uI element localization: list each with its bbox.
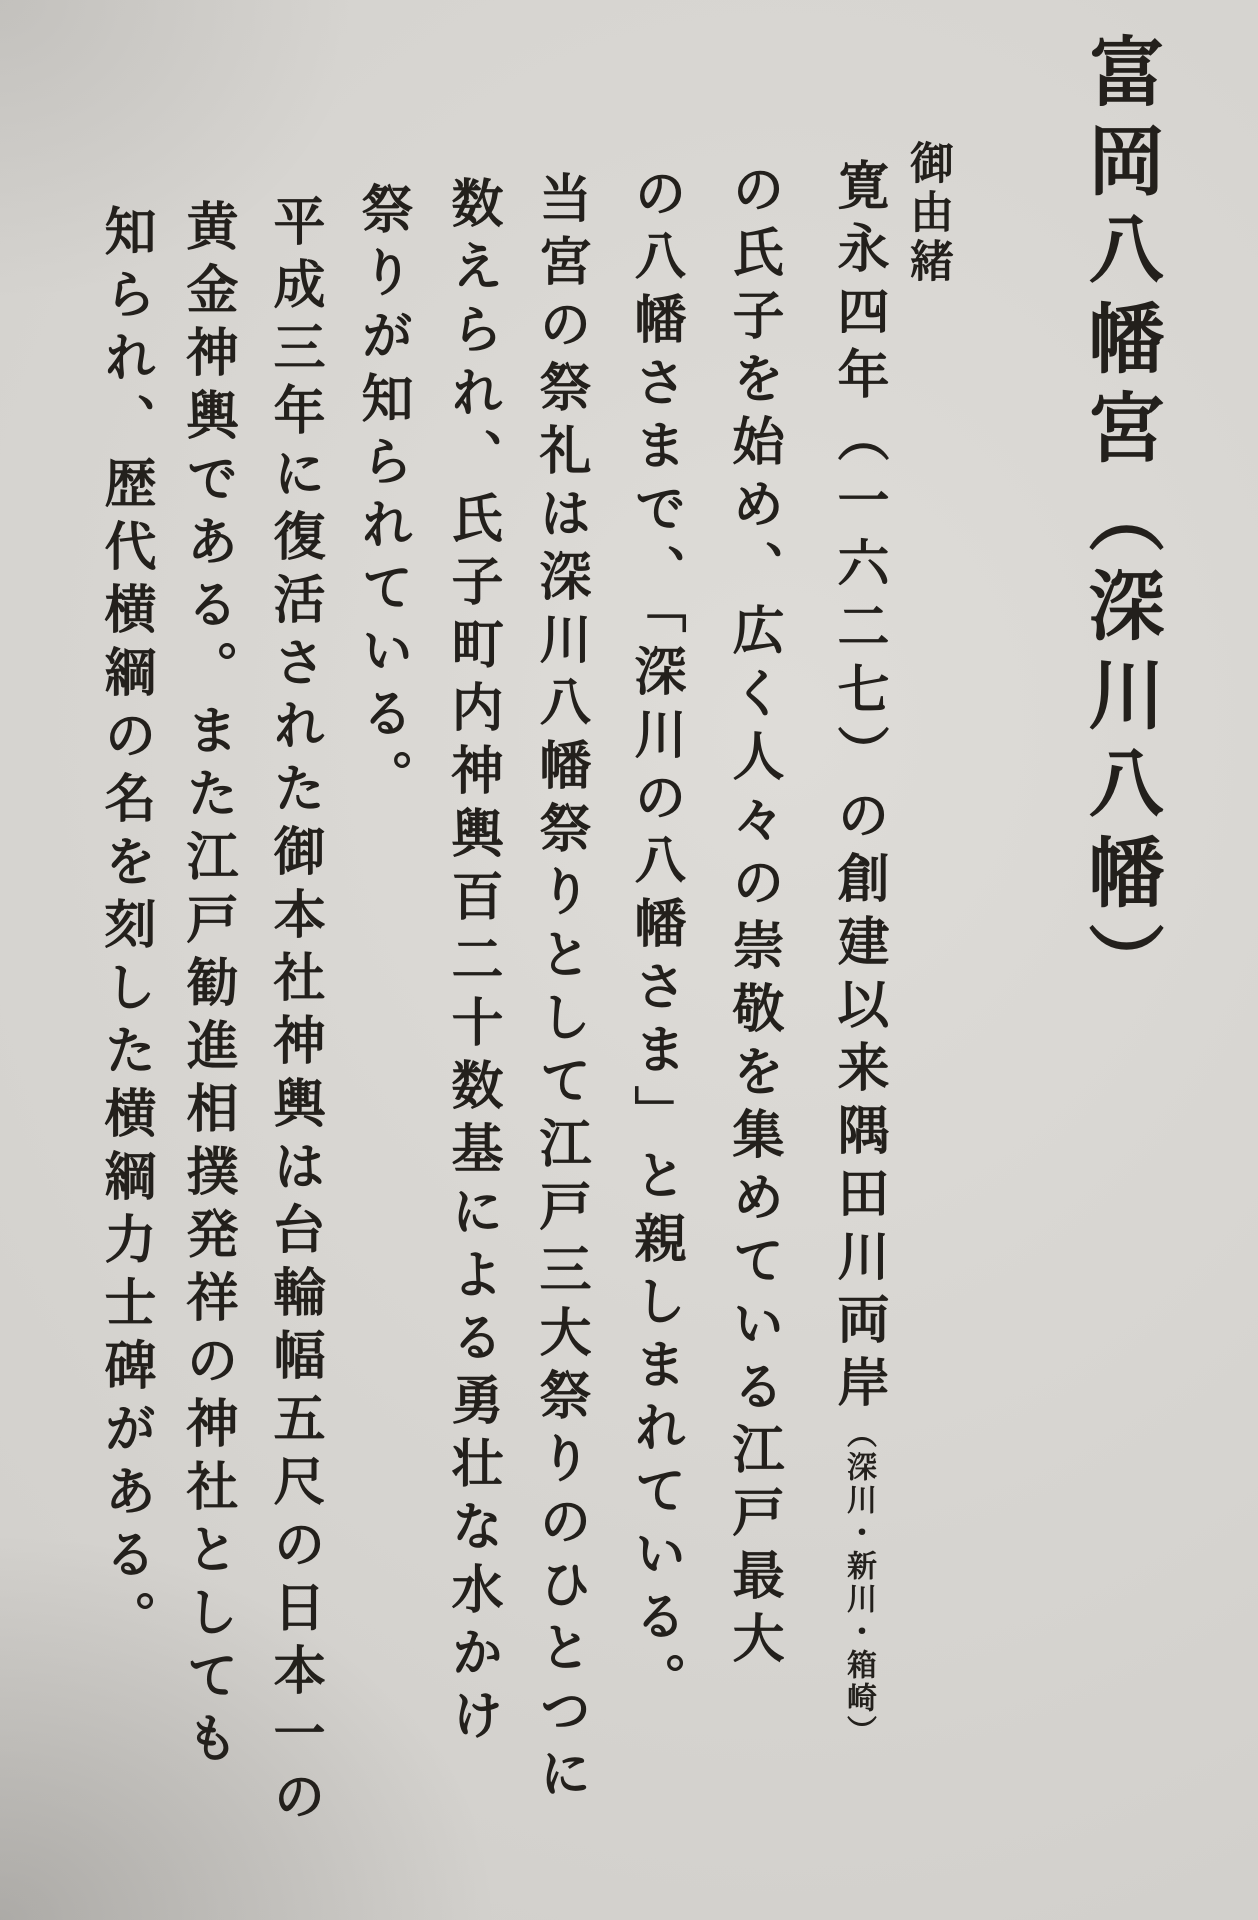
text-column-1-main: 寛永四年（一六二七）の創建以来隅田川両岸 [828,158,889,1418]
text-column-9: 知られ、歴代横綱の名を刻した横綱力士碑がある。 [95,204,156,1653]
text-column-7: 平成三年に復活された御本社神輿は台輪幅五尺の日本一の [264,194,325,1832]
text-column-1-annotation: （深川・新川・箱崎） [841,1418,876,1748]
section-heading: 御由緒 [902,140,953,287]
text-column-1 [828,158,889,1748]
text-column-8: 黄金神輿である。また江戸勧進相撲発祥の神社としても [177,199,238,1774]
text-column-5: 数えられ、氏子町内神輿百二十数基による勇壮な水かけ [442,176,503,1751]
text-column-6: 祭りが知られている。 [352,182,413,812]
text-column-3: の八幡さまで、「深川の八幡さま」と親しまれている。 [625,166,686,1715]
page-title: 富岡八幡宮（深川八幡） [1076,32,1165,1011]
text-column-2: の氏子を始め、広く人々の崇敬を集めている江戸最大 [723,162,784,1674]
text-column-4: 当宮の祭礼は深川八幡祭りとして江戸三大祭りのひとつに [530,171,591,1809]
